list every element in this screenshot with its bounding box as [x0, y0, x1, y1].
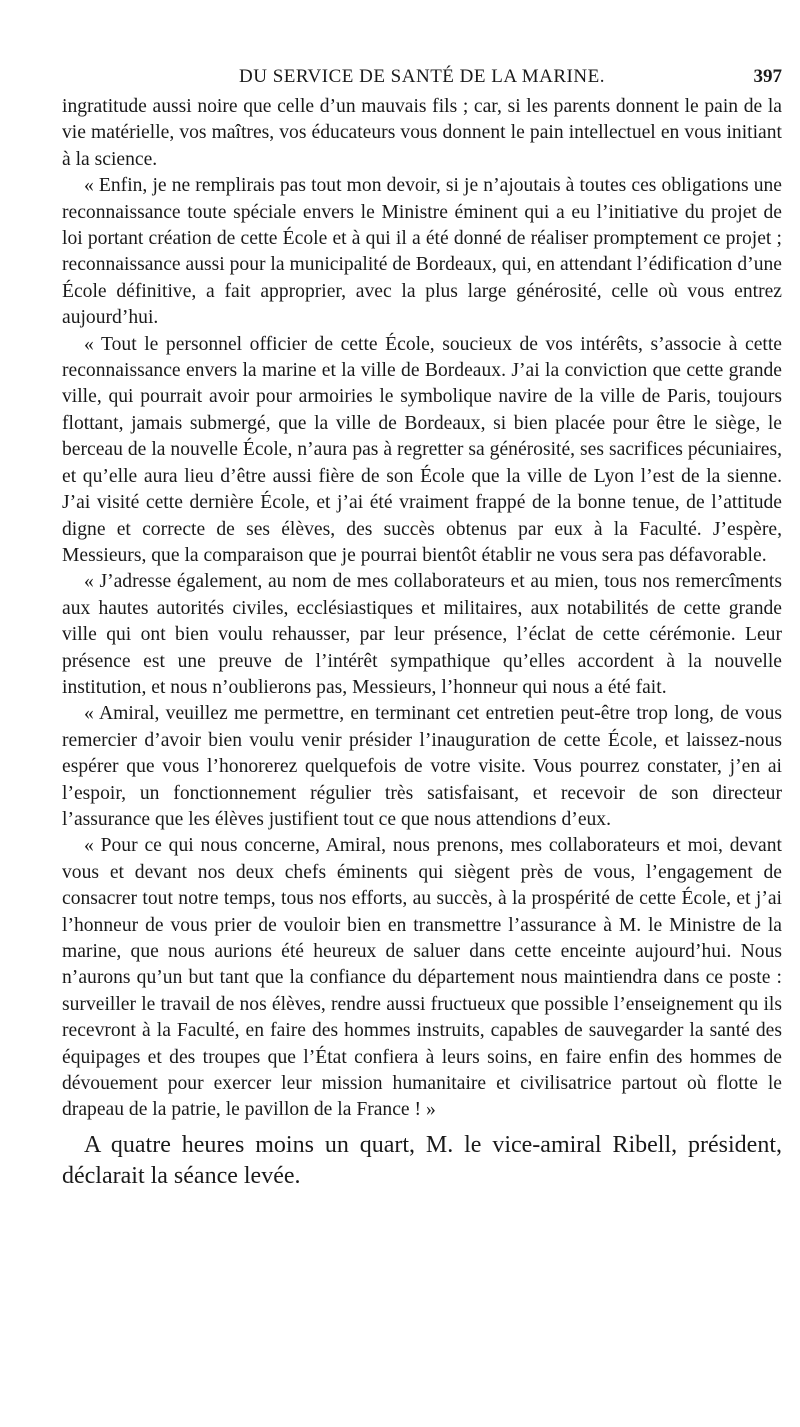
page-header [62, 66, 782, 90]
paragraph: « Amiral, veuillez me permettre, en terminant cet entretien peut-être trop long, de vous remercier d’avoir bien voulu venir présider l’inauguration de cette École, et laissez-nous espérer que vous l’honorerez quelquefois de votre visite. Vous pourrez constater, j’en ai l’espoir, un fonctionnement régulier très satisfaisant, et recevoir de son directeur l’assurance que les élèves justifient tout ce que nous attendions d’eux. [62, 703, 782, 830]
closing-paragraph: A quatre heures moins un quart, M. le vice-amiral Ribell, président, déclarait la séance levée. [62, 1131, 782, 1189]
paragraph: « Pour ce qui nous concerne, Amiral, nous prenons, mes collaborateurs et moi, devant vous et devant nos deux chefs éminents qui siègent près de vous, l’engagement de consacrer tout notre temps, tous nos efforts, au succès, à la prospérité de cette École, et j’ai l’honneur de vous prier de vouloir bien en transmettre l’assurance à M. le Ministre de la marine, que nous aurions été heureux de saluer dans cette enceinte aujourd’hui. Nous n’aurons qu’un but tant que la confiance du département nous maintiendra dans ce poste : surveiller le travail de nos élèves, rendre aussi fructueux que possible l’enseignement qu ils recevront à la Faculté, en faire des hommes instruits, capables de sauvegarder la santé des équipages et des troupes que l’État confiera à leurs soins, en faire enfin des hommes de dévouement pour exercer leur mission humanitaire et civilisatrice partout où flotte le drapeau de la patrie, le pavillon de la France ! » [62, 835, 782, 1121]
page-number: 397 [753, 66, 782, 87]
body-text [62, 94, 782, 1124]
paragraph: « Tout le personnel officier de cette École, soucieux de vos intérêts, s’associe à cette reconnaissance envers la marine et la ville de Bordeaux. J’ai la conviction que cette grande ville, qui pourrait avoir pour armoiries le symbolique navire de la ville de Paris, toujours flottant, jamais submergé, que la ville de Bordeaux, si bien placée pour être le siège, le berceau de la nouvelle École, n’aura pas à regretter sa générosité, ses sacrifices pécuniaires, et qu’elle aura lieu d’être aussi fière de son École que la ville de Lyon l’est de la sienne. J’ai visité cette dernière École, et j’ai été vraiment frappé de la bonne tenue, de l’attitude digne et correcte de ses élèves, des succès obtenus par eux à la Faculté. J’espère, Messieurs, que la comparaison que je pourrai bientôt établir ne vous sera pas défavorable. [62, 333, 782, 566]
running-title: DU SERVICE DE SANTÉ DE LA MARINE. [239, 66, 605, 87]
page [62, 66, 782, 1192]
paragraph: « J’adresse également, au nom de mes collaborateurs et au mien, tous nos remercîments aux hautes autorités civiles, ecclésiastiques et militaires, aux notabilités de cette grande ville qui ont bien voulu rehausser, par leur présence, l’éclat de cette cérémonie. Leur présence est une preuve de l’intérêt sympathique qu’elles accordent à la nouvelle institution, et nous n’oublierons pas, Messieurs, l’honneur qui nous a été fait. [62, 571, 782, 698]
closing-statement [62, 1130, 782, 1192]
paragraph-continuation: ingratitude aussi noire que celle d’un mauvais fils ; car, si les parents donnent le pain de la vie matérielle, vos maîtres, vos éducateurs vous donnent le pain intellectuel en vous initiant à la science. [62, 96, 782, 170]
paragraph: « Enfin, je ne remplirais pas tout mon devoir, si je n’ajoutais à toutes ces obligations une reconnaissance toute spéciale envers le Ministre éminent qui a eu l’initiative du projet de loi portant création de cette École et à qui il a été donné de réaliser promptement ce projet ; reconnaissance aussi pour la municipalité de Bordeaux, qui, en attendant l’édification d’une École définitive, a fait approprier, avec la plus large générosité, celle où vous entrez aujourd’hui. [62, 175, 782, 329]
